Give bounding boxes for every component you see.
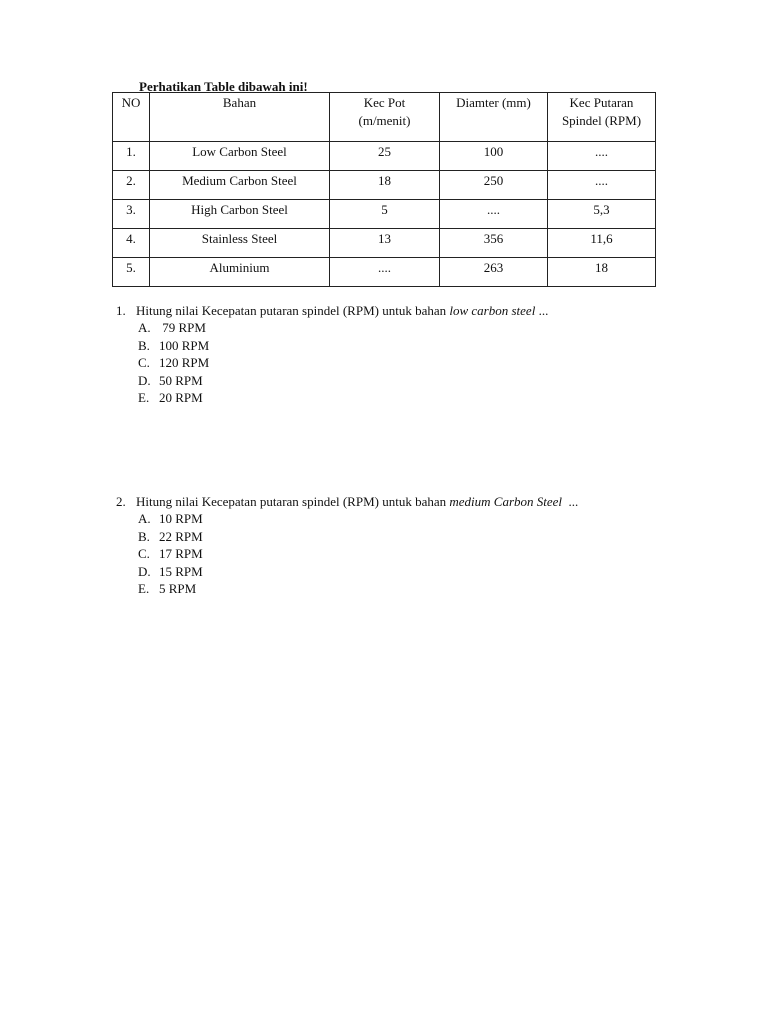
header-kec-pot	[330, 93, 440, 142]
option-letter: C.	[138, 546, 150, 561]
table-row	[113, 258, 656, 287]
header-kec-pot-line1: Kec Pot	[363, 95, 406, 110]
cell-kec-pot: ....	[330, 258, 440, 287]
material-table	[112, 92, 656, 287]
cell-diamter: 263	[440, 258, 548, 287]
option-a[interactable]	[138, 510, 578, 528]
question-1-material: low carbon steel	[449, 303, 536, 318]
option-e[interactable]	[138, 389, 548, 407]
option-c[interactable]	[138, 354, 548, 372]
cell-diamter: 100	[440, 142, 548, 171]
option-text: 22 RPM	[159, 528, 203, 544]
cell-no: 3.	[113, 200, 150, 229]
table-header-row	[113, 93, 656, 142]
cell-no: 1.	[113, 142, 150, 171]
option-letter: A.	[138, 511, 151, 526]
question-2-stem	[116, 493, 578, 510]
question-2-text	[136, 494, 578, 509]
question-1-prompt: Hitung nilai Kecepatan putaran spindel (RPM) untuk bahan	[136, 303, 450, 318]
question-1-stem	[116, 302, 548, 319]
question-1-options	[116, 319, 548, 407]
cell-rpm: 5,3	[548, 200, 656, 229]
question-1-number: 1.	[116, 303, 126, 318]
cell-kec-pot: 25	[330, 142, 440, 171]
header-kec-pot-line2: (m/menit)	[358, 113, 411, 128]
question-2	[116, 493, 578, 598]
question-2-options	[116, 510, 578, 598]
option-d[interactable]	[138, 372, 548, 390]
option-letter: B.	[138, 528, 150, 544]
cell-bahan: High Carbon Steel	[150, 200, 330, 229]
header-diamter: Diamter (mm)	[440, 93, 548, 142]
header-kec-putaran-line1: Kec Putaran	[569, 95, 634, 110]
option-text: 79 RPM	[159, 320, 206, 335]
option-letter: C.	[138, 355, 150, 370]
cell-rpm: 11,6	[548, 229, 656, 258]
cell-kec-pot: 5	[330, 200, 440, 229]
option-d[interactable]	[138, 563, 578, 581]
cell-diamter: 250	[440, 171, 548, 200]
header-bahan: Bahan	[150, 93, 330, 142]
table-row	[113, 142, 656, 171]
table-row	[113, 200, 656, 229]
table-row	[113, 229, 656, 258]
cell-bahan: Aluminium	[150, 258, 330, 287]
cell-rpm: ....	[548, 142, 656, 171]
cell-diamter: ....	[440, 200, 548, 229]
option-letter: D.	[138, 563, 151, 579]
option-text: 15 RPM	[159, 563, 203, 579]
cell-no: 4.	[113, 229, 150, 258]
cell-no: 5.	[113, 258, 150, 287]
cell-kec-pot: 13	[330, 229, 440, 258]
question-1-text	[136, 303, 548, 318]
option-letter: E.	[138, 581, 150, 596]
cell-bahan: Medium Carbon Steel	[150, 171, 330, 200]
option-b[interactable]	[138, 528, 578, 546]
option-text: 5 RPM	[159, 581, 197, 596]
header-kec-putaran-line2: Spindel (RPM)	[561, 113, 642, 128]
cell-no: 2.	[113, 171, 150, 200]
header-no: NO	[113, 93, 150, 142]
question-1-suffix: ...	[535, 303, 549, 318]
option-text: 10 RPM	[159, 511, 203, 526]
option-text: 20 RPM	[159, 390, 203, 405]
option-letter: A.	[138, 320, 151, 335]
option-letter: B.	[138, 337, 150, 353]
cell-bahan: Low Carbon Steel	[150, 142, 330, 171]
option-text: 50 RPM	[159, 372, 203, 388]
option-a[interactable]	[138, 319, 548, 337]
cell-kec-pot: 18	[330, 171, 440, 200]
option-letter: D.	[138, 372, 151, 388]
option-letter: E.	[138, 390, 150, 405]
option-c[interactable]	[138, 545, 578, 563]
page-title: Perhatikan Table dibawah ini!	[139, 79, 308, 94]
question-2-suffix: ...	[562, 494, 579, 509]
option-e[interactable]	[138, 580, 578, 598]
question-2-material: medium Carbon Steel	[449, 494, 563, 509]
option-text: 17 RPM	[159, 546, 203, 561]
cell-rpm: 18	[548, 258, 656, 287]
cell-bahan: Stainless Steel	[150, 229, 330, 258]
cell-diamter: 356	[440, 229, 548, 258]
table-row	[113, 171, 656, 200]
question-2-number: 2.	[116, 494, 126, 509]
option-b[interactable]	[138, 337, 548, 355]
option-text: 100 RPM	[159, 337, 210, 353]
question-1	[116, 302, 548, 407]
option-text: 120 RPM	[159, 355, 210, 370]
cell-rpm: ....	[548, 171, 656, 200]
question-2-prompt: Hitung nilai Kecepatan putaran spindel (RPM) untuk bahan	[136, 494, 450, 509]
header-kec-putaran	[548, 93, 656, 142]
